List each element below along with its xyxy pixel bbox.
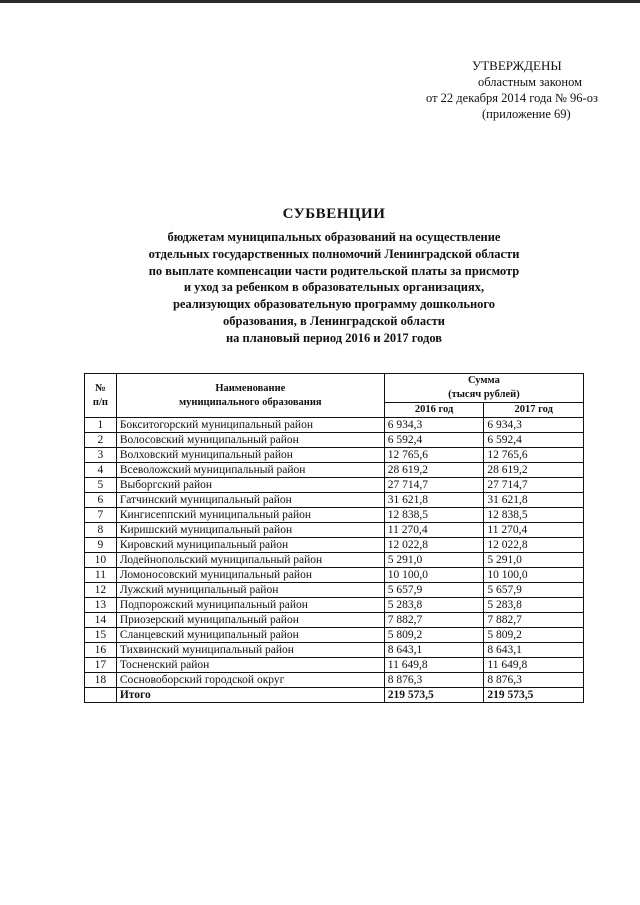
title-line: по выплате компенсации части родительской платы за присмотр xyxy=(148,263,520,278)
row-value-2017: 31 621,8 xyxy=(484,493,584,508)
row-number: 7 xyxy=(85,508,117,523)
table-row xyxy=(85,613,584,628)
row-name: Лодейнопольский муниципальный район xyxy=(116,553,384,568)
row-value-2016: 5 809,2 xyxy=(384,628,484,643)
title-line: бюджетам муниципальных образований на осуществление xyxy=(167,230,501,244)
row-number: 11 xyxy=(85,568,117,583)
row-number: 3 xyxy=(85,448,117,463)
row-value-2017: 5 809,2 xyxy=(484,628,584,643)
row-name: Киришский муниципальный район xyxy=(116,523,384,538)
row-number: 15 xyxy=(85,628,117,643)
table-row xyxy=(85,658,584,673)
row-value-2017: 10 100,0 xyxy=(484,568,584,583)
title-line: на плановый период 2016 и 2017 годов xyxy=(225,330,443,345)
approval-law-label: областным законом xyxy=(478,75,583,89)
header-name-line: муниципального образования xyxy=(179,396,322,408)
header-number xyxy=(85,374,117,418)
row-number: 5 xyxy=(85,478,117,493)
row-name: Кингисеппский муниципальный район xyxy=(116,508,384,523)
table-row xyxy=(85,568,584,583)
row-value-2017: 5 283,8 xyxy=(484,598,584,613)
document-title-block xyxy=(100,206,568,347)
total-2017: 219 573,5 xyxy=(484,688,584,703)
row-value-2017: 7 882,7 xyxy=(484,613,584,628)
row-value-2016: 28 619,2 xyxy=(384,463,484,478)
row-value-2016: 12 765,6 xyxy=(384,448,484,463)
row-value-2016: 6 592,4 xyxy=(384,433,484,448)
row-name: Кировский муниципальный район xyxy=(116,538,384,553)
row-value-2017: 28 619,2 xyxy=(484,463,584,478)
row-value-2017: 27 714,7 xyxy=(484,478,584,493)
total-2016: 219 573,5 xyxy=(384,688,484,703)
header-name-line: Наименование xyxy=(215,382,286,394)
total-label: Итого xyxy=(116,688,384,703)
row-value-2016: 7 882,7 xyxy=(384,613,484,628)
row-value-2017: 5 657,9 xyxy=(484,583,584,598)
row-name: Лужский муниципальный район xyxy=(116,583,384,598)
table-row xyxy=(85,628,584,643)
subventions-table xyxy=(84,373,584,703)
row-name: Тихвинский муниципальный район xyxy=(116,643,384,658)
row-number: 1 xyxy=(85,418,117,433)
row-number: 17 xyxy=(85,658,117,673)
header-year-2016: 2016 год xyxy=(384,403,484,418)
total-number-cell xyxy=(85,688,117,703)
header-number-line: № xyxy=(95,382,106,394)
row-value-2016: 5 657,9 xyxy=(384,583,484,598)
title-line: реализующих образовательную программу дошкольного xyxy=(172,297,496,312)
row-number: 13 xyxy=(85,598,117,613)
row-value-2017: 12 838,5 xyxy=(484,508,584,523)
total-row xyxy=(85,688,584,703)
approval-block xyxy=(380,58,610,122)
approval-appendix: (приложение 69) xyxy=(482,107,571,121)
header-sum-line: (тысяч рублей) xyxy=(448,389,520,400)
table-row xyxy=(85,418,584,433)
table-row xyxy=(85,433,584,448)
row-number: 18 xyxy=(85,673,117,688)
row-name: Гатчинский муниципальный район xyxy=(116,493,384,508)
table-row xyxy=(85,538,584,553)
row-value-2016: 8 643,1 xyxy=(384,643,484,658)
table-row xyxy=(85,523,584,538)
title-line: отдельных государственных полномочий Ленинградской области xyxy=(148,246,520,261)
row-name: Выборгский район xyxy=(116,478,384,493)
row-number: 4 xyxy=(85,463,117,478)
header-name xyxy=(116,374,384,418)
row-value-2016: 12 838,5 xyxy=(384,508,484,523)
header-sum xyxy=(384,374,583,403)
header-year-2017: 2017 год xyxy=(484,403,584,418)
row-value-2017: 12 765,6 xyxy=(484,448,584,463)
row-number: 8 xyxy=(85,523,117,538)
row-number: 10 xyxy=(85,553,117,568)
row-number: 16 xyxy=(85,643,117,658)
row-name: Бокситогорский муниципальный район xyxy=(116,418,384,433)
row-value-2016: 5 291,0 xyxy=(384,553,484,568)
row-number: 12 xyxy=(85,583,117,598)
title-line: и уход за ребенком в образовательных организациях, xyxy=(183,280,485,295)
row-value-2016: 11 649,8 xyxy=(384,658,484,673)
row-value-2017: 11 649,8 xyxy=(484,658,584,673)
table-row xyxy=(85,673,584,688)
row-value-2017: 6 934,3 xyxy=(484,418,584,433)
row-value-2017: 8 643,1 xyxy=(484,643,584,658)
header-sum-line: Сумма xyxy=(467,375,500,386)
scan-top-edge xyxy=(0,0,640,3)
table-row xyxy=(85,553,584,568)
row-name: Волосовский муниципальный район xyxy=(116,433,384,448)
table-row xyxy=(85,463,584,478)
table-row xyxy=(85,583,584,598)
row-value-2016: 5 283,8 xyxy=(384,598,484,613)
row-value-2016: 27 714,7 xyxy=(384,478,484,493)
table-row xyxy=(85,508,584,523)
row-value-2017: 12 022,8 xyxy=(484,538,584,553)
row-name: Сланцевский муниципальный район xyxy=(116,628,384,643)
table-row xyxy=(85,448,584,463)
table-body xyxy=(85,418,584,688)
row-name: Волховский муниципальный район xyxy=(116,448,384,463)
row-name: Подпорожский муниципальный район xyxy=(116,598,384,613)
table-row xyxy=(85,598,584,613)
row-value-2017: 11 270,4 xyxy=(484,523,584,538)
row-name: Тосненский район xyxy=(116,658,384,673)
row-number: 14 xyxy=(85,613,117,628)
row-value-2017: 5 291,0 xyxy=(484,553,584,568)
approval-law-date: от 22 декабря 2014 года № 96-оз xyxy=(426,91,598,105)
row-number: 2 xyxy=(85,433,117,448)
document-title: СУБВЕНЦИИ xyxy=(282,206,386,222)
row-number: 6 xyxy=(85,493,117,508)
row-value-2017: 6 592,4 xyxy=(484,433,584,448)
row-name: Приозерский муниципальный район xyxy=(116,613,384,628)
row-name: Сосновоборский городской округ xyxy=(116,673,384,688)
row-value-2017: 8 876,3 xyxy=(484,673,584,688)
row-value-2016: 11 270,4 xyxy=(384,523,484,538)
row-value-2016: 6 934,3 xyxy=(384,418,484,433)
row-name: Всеволожский муниципальный район xyxy=(116,463,384,478)
row-name: Ломоносовский муниципальный район xyxy=(116,568,384,583)
row-value-2016: 31 621,8 xyxy=(384,493,484,508)
row-value-2016: 8 876,3 xyxy=(384,673,484,688)
table-row xyxy=(85,478,584,493)
title-line: образования, в Ленинградской области xyxy=(223,313,445,328)
row-number: 9 xyxy=(85,538,117,553)
table-row xyxy=(85,643,584,658)
header-number-line: п/п xyxy=(92,396,108,408)
table-row xyxy=(85,493,584,508)
approval-heading: УТВЕРЖДЕНЫ xyxy=(472,58,562,73)
row-value-2016: 12 022,8 xyxy=(384,538,484,553)
row-value-2016: 10 100,0 xyxy=(384,568,484,583)
